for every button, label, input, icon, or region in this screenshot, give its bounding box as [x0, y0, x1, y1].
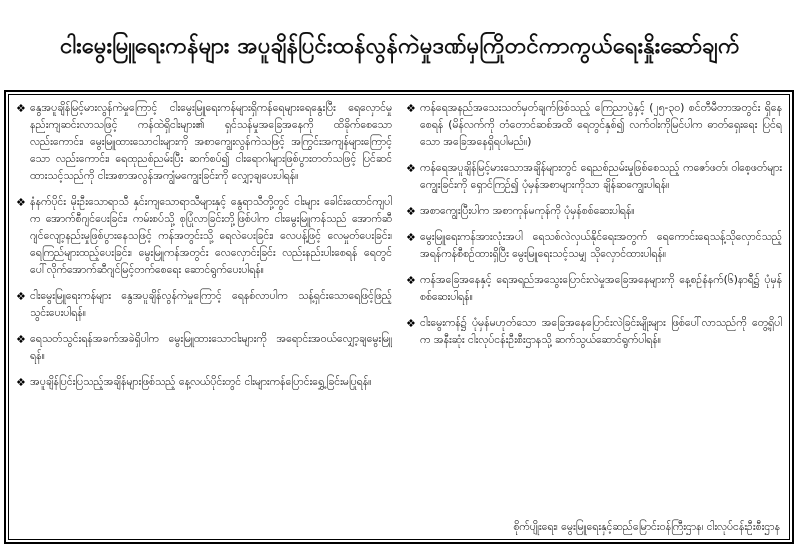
notice-item-text: မွေးမြူရေးကန်အားလုံးအပါ ရေသစ်လဲလှယ်နိုင်ရေးအတွက် ရေကောင်းရေသန့်သိုလှောင်သည့်အရန်ကန်စီစဉ်ထားရှိပြီး မွေးမြူရေးသင့်သမျှ သိုလှောင်ထားပါရန်။: [420, 231, 782, 260]
title-area: [8, 6, 792, 88]
notice-item: [16, 374, 392, 391]
diamond-bullet-icon: ❖: [16, 196, 26, 209]
diamond-bullet-icon: ❖: [16, 376, 26, 389]
notice-item-text: ကန်ရေအပူချိန်မြင့်မားသောအချိန်များတွင် ရေညစ်ညမ်းမှုဖြစ်စေသည့် ကဇော်ဖတ်၊ ဝါစေ့ဖတ်များကျွေးခြင်းကို ရှောင်ကြဉ်၍ ပုံမှန်အစာများကိုသာ ချိန်ဆကျွေးပါရန်။: [420, 162, 782, 191]
diamond-bullet-icon: ❖: [406, 102, 416, 115]
right-column: [406, 100, 782, 536]
notice-item: [406, 100, 782, 151]
notice-item-text: ရေသတ်သွင်းရန်အခက်အခဲရှိပါက မွေးမြူထားသောငါးများကို အရောင်းအဝယ်လျှော့ချမွေးမြူရန်။: [30, 333, 392, 362]
diamond-bullet-icon: ❖: [406, 231, 416, 244]
diamond-bullet-icon: ❖: [16, 333, 26, 346]
notice-item: [406, 203, 782, 220]
left-column: [16, 100, 392, 536]
notice-item: [406, 229, 782, 263]
diamond-bullet-icon: ❖: [16, 102, 26, 115]
notice-item: [16, 194, 392, 279]
notice-item: [406, 160, 782, 194]
notice-item-text: နွေအပူချိန်မြင့်မားလွန်ကဲမှုကြောင့် ငါးမွေးမြူရေးကန်များရှိကန်ရေများရေနွေးပြီး ရေလှောင်မှုနည်းကျဆင်းလာသဖြင့် ကန်ထဲရှိငါးများ၏ ရှင်သန်မှုအခြေအနေကို ထိခိုက်စေသော လည်းကောင်း၊ မွေးမြူထားသောငါးများကို အစာကျွေးလွန်ကဲသဖြင့် အကြွင်းအကျန်များကြောင့်သော လည်းကောင်း၊ ရေထုညစ်ညမ်းပြီး ဆက်စပ်၍ ငါးရောဂါများဖြစ်ပွားတတ်သဖြင့် ပြင်ဆင်ထားသင့်သည်ကို ငါးအစာအလွန်အကျွံမကျွေးခြင်းကို လျှော့ချပေးပါရန်။: [30, 102, 392, 182]
diamond-bullet-icon: ❖: [406, 317, 416, 330]
diamond-bullet-icon: ❖: [406, 162, 416, 175]
diamond-bullet-icon: ❖: [406, 274, 416, 287]
issuer-signature: စိုက်ပျိုးရေး၊ မွေးမြူရေးနှင့်ဆည်မြောင်းဝန်ကြီးဌာန၊ ငါးလုပ်ငန်းဦးစီးဌာန: [513, 521, 780, 533]
notice-title: ငါးမွေးမြူရေးကန်များ အပူချိန်ပြင်းထန်လွန်ကဲမှုဒဏ်မှကြိုတင်ကာကွယ်ရေးနှိုးဆော်ချက်: [60, 33, 740, 59]
notice-item: [16, 100, 392, 185]
notice-frame: [4, 90, 794, 544]
notice-item-text: ငါးမွေးမြူရေးကန်များ နွေအပူချိန်လွန်ကဲမှုကြောင့် ရေနစ်လာပါက သန့်ရှင်းသောရေဖြင့်ဖြည့်သွင်းပေးပါရန်။: [30, 290, 392, 319]
notice-item-text: ကန်ရေအနည်အသေးသတ်မှတ်ချက်ဖြစ်သည့် ကြေညာပွဲနှင့် (၂၅-၃၀) စင်တီမီတာအတွင်း ရှိနေစေရန် (မိန်လက်ကို တံတောင်ဆစ်အထိ ရေတွင်နှစ်၍ လက်ဝါးကိုမြင်ပါက ဓာတ်ရှေးရေး ပြင်ရသော အခြေအနေရှိရပါမည်။): [420, 102, 782, 148]
notice-item-text: အပူချိန်ပြင်းပြသည့်အချိန်များဖြစ်သည့် နေ့လယ်ပိုင်းတွင် ငါးများကန်ပြောင်းရွှေ့ခြင်းမပြုရန်။: [30, 376, 372, 388]
notice-item: [16, 288, 392, 322]
notice-item-text: နံနက်ပိုင်း မိုးဦးသောရာသီ နှင်းကျသောရာသီများနှင့် နွေရာသီတို့တွင် ငါးများ ခေါင်းထောင်ကျပါက အောက်စီဂျင်ပေးခြင်း၊ ကမ်းစပ်သို့ စုပြုံလာခြင်းတို့ဖြစ်ပါက ငါးမွေးမြူကန်သည် အောက်ဆီဂျင်လျော့နည်းမှုဖြစ်ပွားနေသဖြင့် ကန်အတွင်းသို့ ရေလဲပေးခြင်း၊ လေပန့်ဖြင့် လေမှုတ်ပေးခြင်း၊ ရေကြည်များထည့်ပေးခြင်း၊ မွေးမြူကန်အတွင်း လေလှောင်းခြင်း လည်းနည်းပါးစေရန် ရေတွင်ပေါ်လိုက်အောက်ဆီဂျင်မြင့်တက်စေရေး ဆောင်ရွက်ပေးပါရန်။: [30, 196, 392, 276]
notice-columns: [16, 100, 782, 536]
notice-item: [406, 272, 782, 306]
notice-item-text: ငါးမွေးကန်၌ ပုံမှန်မဟုတ်သော အခြေအနေပြောင်းလဲခြင်းမျိုးများ ဖြစ်ပေါ်လာသည်ကို တွေ့ရှိပါက အနီးဆုံး ငါးလုပ်ငန်းဦးစီးဌာနသို့ ဆက်သွယ်ဆောင်ရွက်ပါရန်။: [420, 317, 782, 346]
diamond-bullet-icon: ❖: [16, 290, 26, 303]
diamond-bullet-icon: ❖: [406, 205, 416, 218]
notice-item: [16, 331, 392, 365]
notice-item-text: အစာကျွေးပြီးပါက အစာကုန်မကုန်ကို ပုံမှန်စစ်ဆေးပါရန်။: [420, 205, 635, 217]
notice-item-text: ကန်အခြေအနေနှင့် ရေအရည်အသွေးပြောင်းလဲမှုအခြေအနေများကို နေ့စဉ်နံနက်(၆)နာရီ၌ ပုံမှန်စစ်ဆေးပါရန်။: [420, 274, 782, 303]
notice-item: [406, 315, 782, 349]
